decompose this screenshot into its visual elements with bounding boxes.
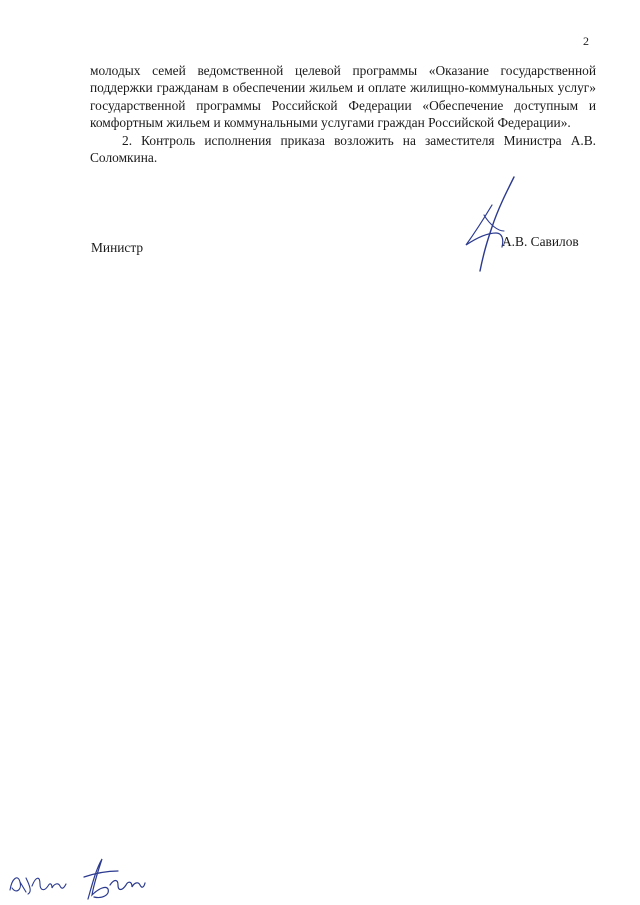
initials-mark-right xyxy=(78,855,146,901)
body-paragraph-continuation: молодых семей ведомственной целевой программы «Оказание государственной поддержки гражданам в обеспечении жильем и оплате жилищно-коммунальных услуг» государственной программы Российской Федерации «Обеспечение доступным и комфортным жильем и коммунальными услугами граждан Российской Федерации». xyxy=(90,63,596,131)
signatory-name: А.В. Савилов xyxy=(502,234,579,249)
signatory-title: Министр xyxy=(91,240,144,255)
handwritten-signature xyxy=(462,175,522,275)
initials-mark-left xyxy=(6,868,68,898)
page-number: 2 xyxy=(583,34,589,48)
document-body xyxy=(90,62,596,166)
body-paragraph-control: 2. Контроль исполнения приказа возложить на заместителя Министра А.В. Соломкина. xyxy=(90,132,596,166)
